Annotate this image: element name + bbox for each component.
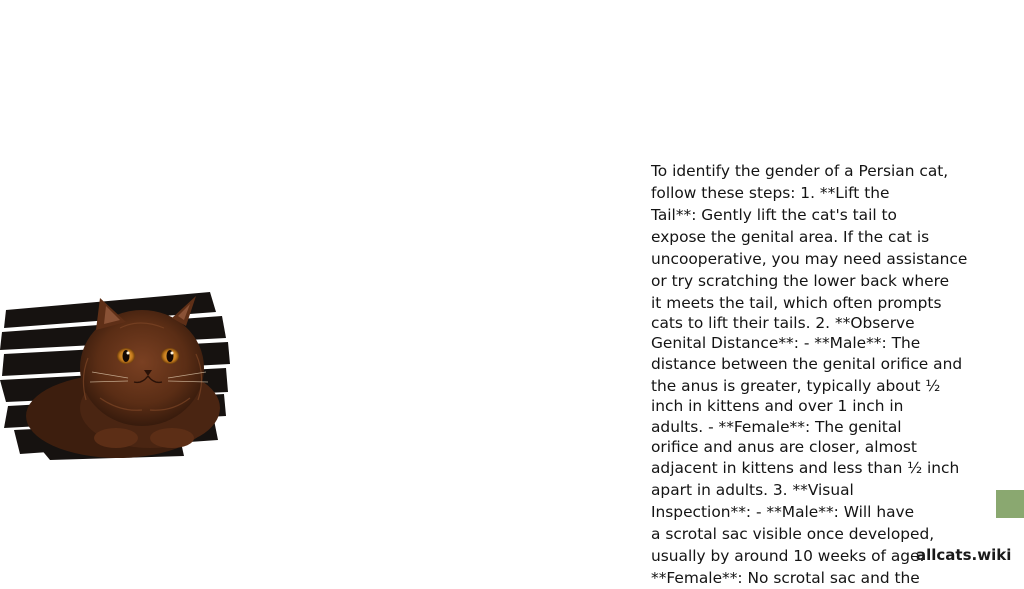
article-line: To identify the gender of a Persian cat, <box>651 162 949 180</box>
article-line: orifice and anus are closer, almost <box>651 438 917 456</box>
accent-block <box>996 490 1024 518</box>
article-line: cats to lift their tails. 2. **Observe <box>651 314 915 332</box>
article-line: inch in kittens and over 1 inch in <box>651 397 904 415</box>
article-line: distance between the genital orifice and <box>651 355 963 373</box>
article-line: Inspection**: - **Male**: Will have <box>651 503 915 521</box>
article-line: adjacent in kittens and less than ½ inch <box>651 459 960 477</box>
site-watermark: allcats.wiki <box>916 546 1012 564</box>
article-line: it meets the tail, which often prompts <box>651 294 942 312</box>
persian-cat-photo-icon <box>0 288 232 462</box>
article-line: adults. - **Female**: The genital <box>651 418 902 436</box>
article-line: expose the genital area. If the cat is <box>651 228 930 246</box>
article-line: uncooperative, you may need assistance <box>651 250 968 268</box>
article-line: **Female**: No scrotal sac and the <box>651 569 920 587</box>
article-text <box>651 160 969 589</box>
article-line: a scrotal sac visible once developed, <box>651 525 935 543</box>
article-line: Genital Distance**: - **Male**: The <box>651 334 921 352</box>
article-line: apart in adults. 3. **Visual <box>651 481 854 499</box>
article-line: usually by around 10 weeks of age. <box>651 547 925 565</box>
article-line: or try scratching the lower back where <box>651 272 950 290</box>
article-line: follow these steps: 1. **Lift the <box>651 184 890 202</box>
article-line: the anus is greater, typically about ½ <box>651 377 941 395</box>
cat-photo <box>0 288 232 462</box>
article-line: Tail**: Gently lift the cat's tail to <box>651 206 897 224</box>
